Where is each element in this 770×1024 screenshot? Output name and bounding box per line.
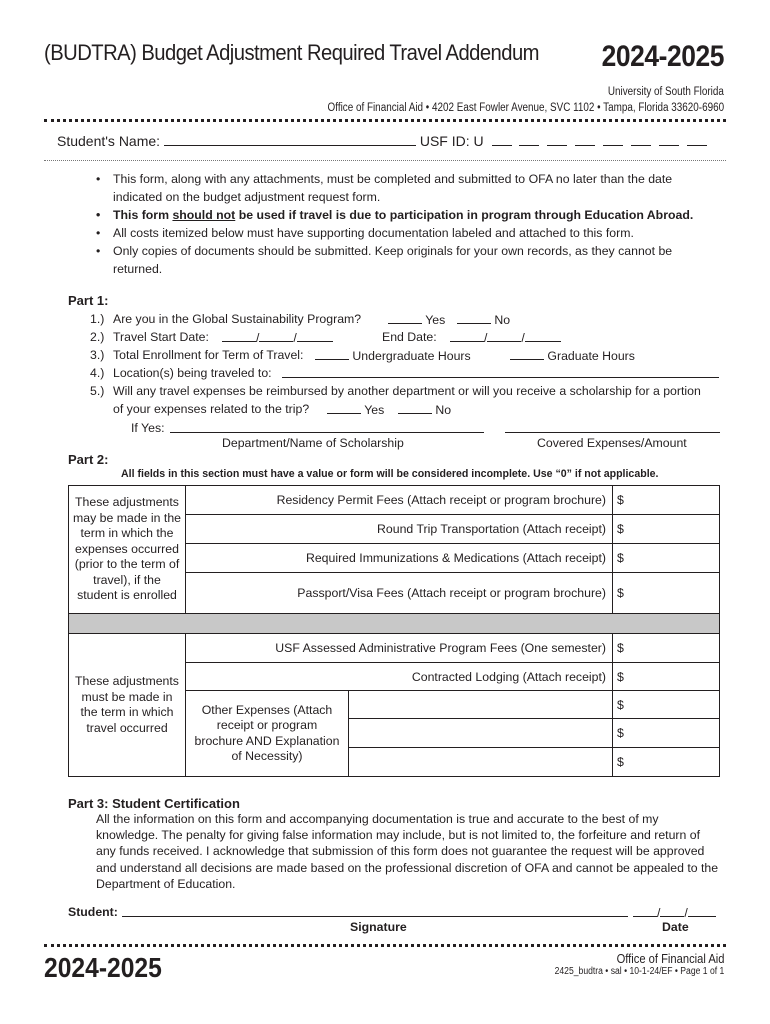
usf-id-digit[interactable] bbox=[603, 134, 623, 146]
q2-end-label: End Date: bbox=[382, 330, 437, 344]
contracted-lodging-amount[interactable]: $ bbox=[613, 663, 720, 691]
footer-divider bbox=[44, 944, 726, 947]
department-scholarship-field[interactable] bbox=[170, 421, 484, 433]
q5-no[interactable]: No bbox=[398, 402, 451, 417]
student-name-row bbox=[57, 133, 707, 149]
usf-id-digit[interactable] bbox=[575, 134, 595, 146]
other-expense-amount-2[interactable]: $ bbox=[613, 719, 720, 748]
q1-no[interactable]: No bbox=[457, 312, 510, 327]
usf-id-digit[interactable] bbox=[519, 134, 539, 146]
pre-travel-adjustments-note: These adjustments may be made in the term in which the expenses occurred (prior to the term of travel), if the student is enrolled bbox=[69, 486, 186, 614]
office-address: Office of Financial Aid • 4202 East Fowler Avenue, SVC 1102 • Tampa, Florida 33620-6960 bbox=[327, 102, 724, 114]
round-trip-transportation-label: Round Trip Transportation (Attach receipt) bbox=[186, 515, 613, 544]
admin-program-fees-label: USF Assessed Administrative Program Fees (One semester) bbox=[186, 634, 613, 663]
q2-start-label: Travel Start Date: bbox=[113, 330, 209, 344]
residency-permit-fees-amount[interactable]: $ bbox=[613, 486, 720, 515]
student-signature-field[interactable] bbox=[122, 905, 628, 917]
travel-end-date-field[interactable]: / / bbox=[450, 330, 561, 345]
usf-id-digit[interactable] bbox=[492, 134, 512, 146]
certification-text: All the information on this form and accompanying documentation is true and accurate to the best of my knowledge. The penalty for giving false information may include, but is not limited to, the forfeiture and return of any funds received. I acknowledge that submission of this form does not guarantee the request will be approved and understand all decisions are made based on the professional discretion of OFA and cannot be appealed to the Department of Education. bbox=[96, 812, 719, 891]
instruction-item: • Only copies of documents should be submitted. Keep originals for your own records, as they cannot be returned. bbox=[96, 242, 716, 278]
passport-visa-fees-label: Passport/Visa Fees (Attach receipt or program brochure) bbox=[186, 573, 613, 614]
instruction-item-warning: • This form should not be used if travel is due to participation in program through Education Abroad. bbox=[96, 206, 716, 224]
locations-field[interactable] bbox=[282, 366, 719, 378]
part1-heading: Part 1: bbox=[68, 293, 109, 308]
other-expense-amount-1[interactable]: $ bbox=[613, 691, 720, 719]
admin-program-fees-amount[interactable]: $ bbox=[613, 634, 720, 663]
usf-id-digit[interactable] bbox=[631, 134, 651, 146]
form-title: (BUDTRA) Budget Adjustment Required Travel Addendum bbox=[44, 40, 539, 65]
other-expense-amount-3[interactable]: $ bbox=[613, 748, 720, 777]
immunizations-label: Required Immunizations & Medications (Attach receipt) bbox=[186, 544, 613, 573]
q1-number: 1.) bbox=[90, 312, 105, 326]
q4-number: 4.) bbox=[90, 366, 105, 380]
instruction-item: • All costs itemized below must have supporting documentation labeled and attached to this form. bbox=[96, 224, 716, 242]
date-label: Date bbox=[662, 920, 689, 934]
covered-expenses-label: Covered Expenses/Amount bbox=[537, 436, 687, 450]
part3-heading: Part 3: Student Certification bbox=[68, 796, 240, 811]
other-expense-description-2[interactable] bbox=[349, 719, 613, 748]
student-name-field[interactable] bbox=[164, 134, 416, 146]
signature-date-field[interactable]: / / bbox=[633, 905, 716, 920]
header-year: 2024-2025 bbox=[601, 40, 724, 73]
if-yes-label: If Yes: bbox=[131, 421, 165, 435]
q5-number: 5.) bbox=[90, 384, 105, 398]
expense-table bbox=[68, 485, 720, 777]
footer-year: 2024-2025 bbox=[44, 952, 162, 983]
q4-text: Location(s) being traveled to: bbox=[113, 366, 272, 380]
usf-id-digit[interactable] bbox=[687, 134, 707, 146]
usf-id-label: USF ID: U bbox=[419, 133, 484, 149]
immunizations-amount[interactable]: $ bbox=[613, 544, 720, 573]
instruction-item: • This form, along with any attachments, must be completed and submitted to OFA no later than the date indicated on the budget adjustment request form. bbox=[96, 170, 716, 206]
graduate-hours-field[interactable]: Graduate Hours bbox=[510, 348, 635, 363]
contracted-lodging-label: Contracted Lodging (Attach receipt) bbox=[186, 663, 613, 691]
residency-permit-fees-label: Residency Permit Fees (Attach receipt or program brochure) bbox=[186, 486, 613, 515]
header-divider bbox=[44, 119, 726, 122]
other-expense-description-1[interactable] bbox=[349, 691, 613, 719]
student-label: Student: bbox=[68, 905, 118, 919]
department-label: Department/Name of Scholarship bbox=[222, 436, 404, 450]
q5-text-line1: Will any travel expenses be reimbursed by another department or will you receive a scholarship for a portion bbox=[113, 384, 701, 398]
part2-note: All fields in this section must have a value or form will be considered incomplete. Use “0” if not applicable. bbox=[121, 468, 659, 480]
covered-expenses-field[interactable] bbox=[505, 421, 720, 433]
other-expenses-label: Other Expenses (Attach receipt or program brochure AND Explanation of Necessity) bbox=[186, 691, 349, 777]
student-name-label: Student's Name: bbox=[57, 133, 161, 149]
q2-number: 2.) bbox=[90, 330, 105, 344]
usf-id-digit[interactable] bbox=[659, 134, 679, 146]
travel-term-adjustments-note: These adjustments must be made in the term in which travel occurred bbox=[69, 634, 186, 777]
usf-id-digit[interactable] bbox=[547, 134, 567, 146]
q3-text: Total Enrollment for Term of Travel: bbox=[113, 348, 304, 362]
undergraduate-hours-field[interactable]: Undergraduate Hours bbox=[315, 348, 471, 363]
name-divider bbox=[44, 160, 726, 161]
q1-text: Are you in the Global Sustainability Program? bbox=[113, 312, 362, 326]
q1-yes[interactable]: Yes bbox=[388, 312, 445, 327]
q5-yes[interactable]: Yes bbox=[327, 402, 384, 417]
university-name: University of South Florida bbox=[608, 86, 724, 98]
section-separator bbox=[69, 614, 720, 634]
footer-code: 2425_budtra • sal • 10-1-24/EF • Page 1 of 1 bbox=[554, 966, 724, 977]
footer-office: Office of Financial Aid bbox=[616, 951, 724, 966]
travel-start-date-field[interactable]: / / bbox=[222, 330, 333, 345]
part2-heading: Part 2: bbox=[68, 452, 109, 467]
q3-number: 3.) bbox=[90, 348, 105, 362]
signature-label: Signature bbox=[350, 920, 407, 934]
q5-text-line2: of your expenses related to the trip? bbox=[113, 402, 310, 416]
round-trip-transportation-amount[interactable]: $ bbox=[613, 515, 720, 544]
other-expense-description-3[interactable] bbox=[349, 748, 613, 777]
instruction-list bbox=[96, 170, 716, 278]
passport-visa-fees-amount[interactable]: $ bbox=[613, 573, 720, 614]
